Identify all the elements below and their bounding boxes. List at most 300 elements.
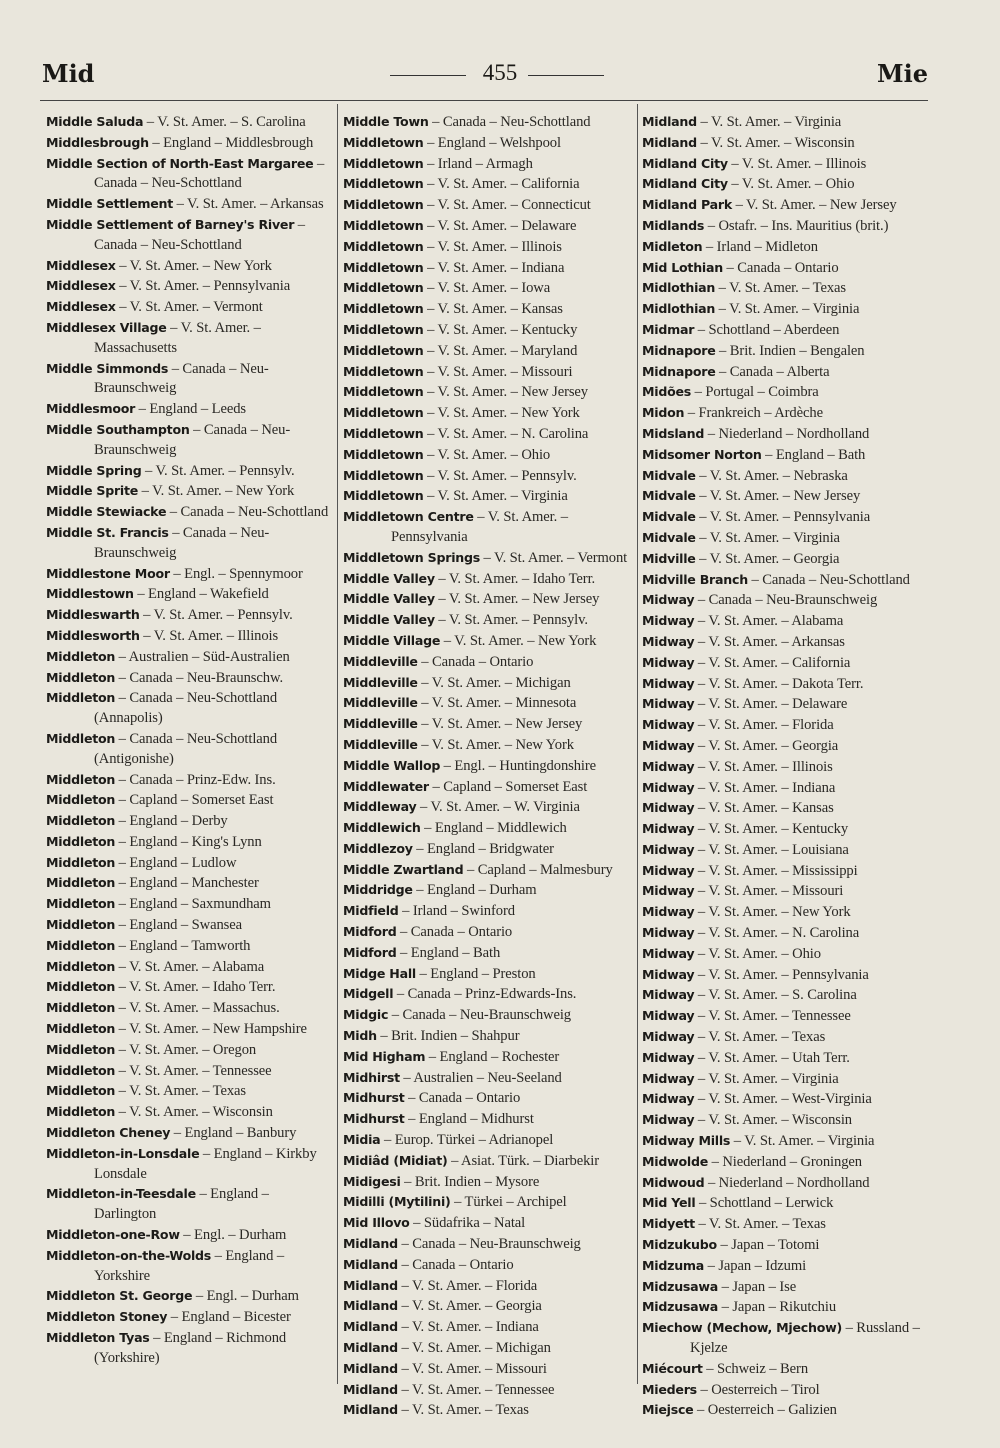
gazetteer-entry	[343, 589, 633, 610]
entry-location: – V. St. Amer. – Pennsylvania	[115, 278, 291, 295]
gazetteer-entry	[642, 881, 932, 902]
entry-place-name: Middlesex	[46, 299, 116, 315]
entry-location: – Canada – Neu-Schottland	[166, 504, 329, 521]
entry-location: – V. St. Amer. – Tennessee	[397, 1381, 555, 1398]
gazetteer-entry	[46, 894, 334, 915]
gazetteer-entry	[642, 1277, 932, 1298]
entry-place-name: Middleton	[46, 1083, 116, 1099]
entry-place-name: Middletown Springs	[343, 549, 480, 565]
entry-location: – England – Bridgwater	[412, 840, 554, 857]
gazetteer-entry	[642, 570, 932, 591]
entry-place-name: Middleton	[46, 648, 116, 664]
entry-place-name: Midway	[642, 800, 695, 816]
entry-location: – V. St. Amer. – N. Carolina	[423, 425, 589, 442]
entry-place-name: Midway	[642, 904, 695, 920]
entry-location: – V. St. Amer. – Texas	[694, 1029, 826, 1046]
entry-place-name: Middleton-on-the-Wolds	[46, 1247, 212, 1263]
entry-place-name: Midgell	[343, 986, 394, 1002]
entry-location: – Asiat. Türk. – Diarbekir	[447, 1152, 600, 1169]
entry-place-name: Middleville	[343, 674, 418, 690]
entry-location: – Canada – Prinz-Edwards-Ins.	[393, 986, 577, 1003]
entry-place-name: Mid Illovo	[343, 1215, 410, 1231]
entry-place-name: Middle Spring	[46, 462, 142, 478]
entry-location: – Australien – Neu-Seeland	[399, 1069, 562, 1086]
gazetteer-entry	[46, 1246, 334, 1287]
entry-place-name: Midway	[642, 925, 695, 941]
entry-place-name: Middletown	[343, 134, 424, 150]
column-divider	[637, 104, 638, 1384]
entry-place-name: Middleswarth	[46, 607, 140, 623]
gazetteer-entry	[642, 1359, 932, 1380]
entry-location: – Türkei – Archipel	[450, 1194, 567, 1211]
entry-location: – V. St. Amer. – New York	[115, 257, 272, 274]
entry-location: – V. St. Amer. – Virginia	[695, 529, 840, 546]
gazetteer-entry	[343, 133, 633, 154]
entry-place-name: Middleton Cheney	[46, 1125, 171, 1141]
entry-location: – Capland – Somerset East	[115, 792, 274, 809]
gazetteer-entry	[343, 756, 633, 777]
entry-place-name: Midge Hall	[343, 965, 416, 981]
gazetteer-entry	[343, 278, 633, 299]
entry-place-name: Middletown	[343, 467, 424, 483]
entry-location: – V. St. Amer. – Mississippi	[694, 862, 858, 879]
entry-place-name: Midland	[343, 1256, 398, 1272]
gazetteer-entry	[343, 382, 633, 403]
gazetteer-entry	[343, 112, 633, 133]
entry-location: – Niederland – Groningen	[708, 1153, 862, 1170]
entry-place-name: Midland	[343, 1319, 398, 1335]
entry-place-name: Midway	[642, 1029, 695, 1045]
entry-location: – V. St. Amer. – Pennsylvania	[694, 966, 869, 983]
gazetteer-entry	[46, 256, 334, 277]
gazetteer-entry	[642, 1048, 932, 1069]
gazetteer-entry	[343, 299, 633, 320]
entry-location: – V. St. Amer. – Alabama	[694, 613, 844, 630]
entry-place-name: Midford	[343, 944, 397, 960]
gazetteer-entry	[642, 174, 932, 195]
gazetteer-entry	[46, 318, 334, 359]
gazetteer-entry	[46, 133, 334, 154]
entry-place-name: Midiâd (Midiat)	[343, 1152, 448, 1168]
entry-location: – England – Banbury	[170, 1125, 297, 1142]
entry-place-name: Midlothian	[642, 280, 716, 296]
entry-location: – Canada – Neu-Schottland	[94, 155, 325, 192]
entry-place-name: Middleton Stoney	[46, 1309, 168, 1325]
entry-place-name: Midvale	[642, 529, 696, 545]
gazetteer-entry	[642, 549, 932, 570]
gazetteer-entry	[343, 507, 633, 548]
gazetteer-entry	[343, 1172, 633, 1193]
gazetteer-entry	[642, 424, 932, 445]
gazetteer-entry	[642, 278, 932, 299]
entry-place-name: Midville	[642, 550, 696, 566]
gazetteer-entry	[343, 569, 633, 590]
gazetteer-entry	[343, 424, 633, 445]
entry-place-name: Middleton-in-Teesdale	[46, 1186, 196, 1202]
entry-location: – V. St. Amer. – Georgia	[695, 550, 840, 567]
gazetteer-entry	[343, 610, 633, 631]
entry-location: – Canada – Ontario	[404, 1090, 521, 1107]
gazetteer-entry	[642, 1152, 932, 1173]
header-left-guide-word: Mid	[42, 59, 95, 88]
entry-location: – Canada – Neu-Schottland	[428, 114, 591, 130]
entry-place-name: Middletown	[343, 405, 424, 421]
gazetteer-entry	[343, 1047, 633, 1068]
entry-location: – V. St. Amer. – Pennsylvania	[695, 509, 871, 526]
gazetteer-entry	[343, 195, 633, 216]
entry-place-name: Middle Valley	[343, 591, 435, 607]
entry-place-name: Midway	[642, 883, 695, 899]
entry-location: – V. St. Amer. – Virginia	[730, 1133, 875, 1150]
gazetteer-entry	[642, 133, 932, 154]
entry-place-name: Middle Stewiacke	[46, 504, 167, 520]
entry-location: – V. St. Amer. – Michigan	[397, 1340, 551, 1357]
entry-location: – England – Bicester	[167, 1309, 291, 1326]
entry-place-name: Midway	[642, 737, 695, 753]
gazetteer-entry	[46, 215, 334, 256]
entry-place-name: Middletown	[343, 301, 424, 317]
page-header	[0, 55, 1000, 95]
entry-location: – V. St. Amer. – Missouri	[694, 883, 844, 900]
gazetteer-entry	[46, 523, 334, 564]
entry-place-name: Middlestone Moor	[46, 565, 170, 581]
gazetteer-entry	[46, 461, 334, 482]
entry-location: – V. St. Amer. – Texas	[715, 280, 846, 297]
entry-location: – V. St. Amer. – New York	[694, 904, 851, 921]
entry-place-name: Midwoud	[642, 1174, 705, 1190]
gazetteer-entry	[642, 674, 932, 695]
gazetteer-entry	[46, 154, 334, 195]
entry-location: – England – Middlesbrough	[148, 134, 314, 151]
gazetteer-entry	[642, 944, 932, 965]
entry-location: – V. St. Amer. – Delaware	[694, 696, 848, 713]
gazetteer-entry	[642, 216, 932, 237]
entry-location: – Brit. Indien – Mysore	[400, 1173, 540, 1190]
gazetteer-entry	[343, 901, 633, 922]
entry-location: – Canada – Ontario	[417, 653, 534, 670]
gazetteer-entry	[46, 297, 334, 318]
entry-place-name: Midia	[343, 1132, 381, 1148]
entry-place-name: Midway	[642, 633, 695, 649]
gazetteer-entry	[46, 1061, 334, 1082]
gazetteer-entry	[343, 839, 633, 860]
entry-location: – England – Rochester	[425, 1048, 560, 1065]
gazetteer-entry	[46, 584, 334, 605]
gazetteer-entry	[46, 1081, 334, 1102]
gazetteer-entry	[46, 1019, 334, 1040]
entry-location: – V. St. Amer. – Georgia	[397, 1298, 542, 1315]
entry-place-name: Midway	[642, 758, 695, 774]
gazetteer-entry	[343, 1296, 633, 1317]
entry-location: – V. St. Amer. – New York	[138, 483, 295, 500]
entry-place-name: Middletown	[343, 280, 424, 296]
entry-place-name: Midon	[642, 405, 685, 421]
entry-place-name: Midzukubo	[642, 1237, 717, 1253]
entry-location: – V. St. Amer. – Illinois	[139, 627, 279, 644]
gazetteer-entry	[343, 258, 633, 279]
gazetteer-entry	[46, 668, 334, 689]
entry-place-name: Midigesi	[343, 1173, 401, 1189]
entry-place-name: Middle Town	[343, 114, 429, 129]
entry-location: – England – Manchester	[115, 875, 259, 892]
entry-location: – Frankreich – Ardèche	[684, 405, 823, 422]
entry-place-name: Middletown	[343, 446, 424, 462]
entry-place-name: Mid Higham	[343, 1048, 426, 1064]
entry-place-name: Middleton	[46, 875, 116, 891]
entry-location: – V. St. Amer. – Virginia	[715, 301, 860, 318]
gazetteer-entry	[642, 1027, 932, 1048]
gazetteer-entry	[46, 1040, 334, 1061]
gazetteer-entry	[46, 194, 334, 215]
entry-location: – V. St. Amer. – Wisconsin	[696, 134, 855, 151]
entry-place-name: Middle Section of North-East Margaree	[46, 155, 314, 171]
entry-place-name: Middle Sprite	[46, 483, 139, 499]
entry-location: – V. St. Amer. – Indiana	[423, 259, 565, 276]
gazetteer-entry	[642, 611, 932, 632]
entry-place-name: Middletown Centre	[343, 509, 474, 525]
entry-location: – V. St. Amer. – Louisiana	[694, 841, 849, 858]
entry-place-name: Middletown	[343, 425, 424, 441]
entry-place-name: Middlestown	[46, 586, 134, 602]
entry-place-name: Middleton	[46, 813, 116, 829]
entry-location: – Irland – Swinford	[398, 903, 515, 920]
entry-location: – Capland – Malmesbury	[463, 861, 613, 878]
entry-place-name: Midland	[343, 1381, 398, 1397]
entry-place-name: Middleton St. George	[46, 1288, 193, 1304]
gazetteer-entry	[343, 964, 633, 985]
gazetteer-entry	[642, 757, 932, 778]
entry-location: – V. St. Amer. – Missouri	[397, 1360, 547, 1377]
entry-place-name: Midway	[642, 675, 695, 691]
gazetteer-entry	[343, 1130, 633, 1151]
gazetteer-entry	[343, 1088, 633, 1109]
entry-place-name: Midland	[343, 1277, 398, 1293]
entry-place-name: Middleton	[46, 730, 116, 746]
entry-location: – V. St. Amer. – Tennessee	[115, 1062, 272, 1079]
gazetteer-entry	[46, 998, 334, 1019]
gazetteer-entry	[642, 1235, 932, 1256]
entry-location: – Japan – Ise	[718, 1278, 797, 1295]
entry-place-name: Midway	[642, 1091, 695, 1107]
entry-place-name: Middleton	[46, 854, 116, 870]
entry-location: – V. St. Amer. – Texas	[115, 1083, 246, 1100]
entry-place-name: Middleville	[343, 653, 418, 669]
entry-place-name: Middlewater	[343, 778, 429, 794]
gazetteer-entry	[343, 1068, 633, 1089]
column-divider	[337, 104, 338, 1384]
entry-place-name: Middleton-one-Row	[46, 1227, 180, 1243]
entry-place-name: Middle Valley	[343, 570, 435, 586]
entry-location: – V. St. Amer. – Iowa	[423, 280, 551, 297]
entry-location: – V. St. Amer. – Minnesota	[417, 695, 577, 712]
entry-place-name: Midway	[642, 987, 695, 1003]
entry-location: – V. St. Amer. – Delaware	[423, 217, 577, 234]
entry-place-name: Midmar	[642, 321, 695, 337]
entry-location: – Brit. Indien – Bengalen	[715, 342, 865, 359]
entry-place-name: Mieders	[642, 1381, 697, 1397]
entry-location: – Australien – Süd-Australien	[115, 648, 290, 665]
gazetteer-entry	[343, 1380, 633, 1401]
entry-location: – Canada – Alberta	[715, 363, 830, 380]
gazetteer-entry	[642, 528, 932, 549]
gazetteer-entry	[343, 362, 633, 383]
entry-place-name: Middridge	[343, 882, 413, 898]
entry-location: – Irland – Midleton	[702, 238, 818, 255]
entry-location: – England – Derby	[115, 813, 228, 830]
entry-place-name: Middleville	[343, 736, 418, 752]
entry-location: – V. St. Amer. – S. Carolina	[143, 114, 306, 130]
entry-place-name: Midway	[642, 1070, 695, 1086]
entry-location: – V. St. Amer. – Connecticut	[423, 197, 591, 214]
entry-place-name: Middleton	[46, 917, 116, 933]
entry-location: – Engl. – Spennymoor	[169, 565, 303, 582]
entry-place-name: Midway	[642, 613, 695, 629]
entry-location: – V. St. Amer. – Pennsylv.	[141, 462, 295, 479]
entry-location: – V. St. Amer. – Wisconsin	[115, 1104, 273, 1121]
gazetteer-entry	[343, 777, 633, 798]
entry-place-name: Middle Village	[343, 632, 441, 648]
entry-place-name: Middletown	[343, 384, 424, 400]
gazetteer-entry	[343, 735, 633, 756]
entry-location: – V. St. Amer. – Wisconsin	[694, 1112, 853, 1129]
gazetteer-entry	[642, 1131, 932, 1152]
gazetteer-entry	[642, 1380, 932, 1401]
entry-place-name: Midland	[343, 1402, 398, 1418]
gazetteer-entry	[642, 466, 932, 487]
gazetteer-entry	[46, 1102, 334, 1123]
gazetteer-entry	[642, 112, 932, 133]
gazetteer-entry	[343, 445, 633, 466]
entry-location: – V. St. Amer. – Pennsylv.	[139, 607, 293, 624]
entry-place-name: Midway	[642, 1049, 695, 1065]
gazetteer-entry	[642, 590, 932, 611]
entry-place-name: Middletown	[343, 238, 424, 254]
column-2	[343, 112, 633, 1421]
entry-place-name: Middleton	[46, 896, 116, 912]
header-rule	[40, 100, 928, 101]
entry-location: – V. St. Amer. – New Jersey	[423, 384, 589, 401]
gazetteer-entry	[343, 1400, 633, 1421]
entry-place-name: Midfield	[343, 903, 399, 919]
entry-location: – V. St. Amer. – Arkansas	[173, 196, 324, 213]
entry-location: – V. St. Amer. – Missouri	[423, 363, 573, 380]
gazetteer-entry	[642, 1400, 932, 1421]
gazetteer-entry	[46, 359, 334, 400]
gazetteer-entry	[46, 112, 334, 133]
entry-place-name: Middletown	[343, 176, 424, 192]
entry-location: – V. St. Amer. – Michigan	[417, 674, 571, 691]
gazetteer-entry	[46, 873, 334, 894]
entry-place-name: Middleton	[46, 958, 116, 974]
entry-location: – V. St. Amer. – Kentucky	[694, 821, 849, 838]
entry-location: – England – Leeds	[135, 401, 246, 418]
entry-location: – Canada – Neu-Braunschweig	[388, 1007, 571, 1024]
gazetteer-entry	[343, 922, 633, 943]
entry-location: – V. St. Amer. – Virginia	[694, 1070, 839, 1087]
entry-place-name: Middletown	[343, 488, 424, 504]
entry-location: – V. St. Amer. – Illinois	[694, 758, 833, 775]
entry-location: – England – Bath	[761, 446, 866, 463]
entry-place-name: Middletown	[343, 259, 424, 275]
entry-location: – V. St. Amer. – New York	[423, 405, 580, 422]
entry-location: – V. St. Amer. – Texas	[397, 1402, 529, 1419]
entry-place-name: Miécourt	[642, 1360, 703, 1376]
gazetteer-entry	[642, 258, 932, 279]
entry-location: – Niederland – Nordholland	[704, 1174, 870, 1191]
entry-location: – Japan – Idzumi	[704, 1257, 807, 1274]
entry-place-name: Mid Lothian	[642, 259, 723, 275]
entry-place-name: Midland	[642, 134, 697, 150]
entry-location: – Südafrika – Natal	[409, 1215, 526, 1232]
entry-location: – V. St. Amer. – Nebraska	[695, 467, 848, 484]
entry-location: – V. St. Amer. – Ohio	[423, 446, 551, 463]
gazetteer-entry	[46, 276, 334, 297]
gazetteer-entry	[642, 923, 932, 944]
entry-place-name: Middlesex	[46, 278, 116, 294]
entry-location: – England – Darlington	[94, 1186, 269, 1223]
entry-location: – Russland – Kjelze	[690, 1320, 920, 1357]
entry-place-name: Midhurst	[343, 1090, 405, 1106]
entry-location: – Canada – Neu-Braunschweig	[94, 360, 269, 397]
header-dash-right	[528, 75, 604, 76]
entry-place-name: Middleton	[46, 1104, 116, 1120]
entry-place-name: Midland City	[642, 155, 728, 171]
gazetteer-entry	[642, 840, 932, 861]
entry-place-name: Midsomer Norton	[642, 446, 762, 462]
entry-location: – England – Durham	[412, 882, 537, 899]
entry-place-name: Middleton	[46, 937, 116, 953]
entry-location: – England – Tamworth	[115, 937, 251, 954]
gazetteer-entry	[343, 237, 633, 258]
entry-place-name: Middleway	[343, 799, 417, 815]
entry-place-name: Middleville	[343, 695, 418, 711]
gazetteer-entry	[642, 341, 932, 362]
entry-place-name: Middletown	[343, 342, 424, 358]
entry-location: – Japan – Rikutchiu	[718, 1299, 837, 1316]
entry-place-name: Midwolde	[642, 1153, 709, 1169]
gazetteer-entry	[343, 486, 633, 507]
gazetteer-entry	[642, 653, 932, 674]
entry-place-name: Midway	[642, 821, 695, 837]
gazetteer-entry	[46, 811, 334, 832]
gazetteer-entry	[46, 1144, 334, 1185]
entry-place-name: Midway Mills	[642, 1133, 731, 1149]
entry-place-name: Middletown	[343, 217, 424, 233]
entry-place-name: Middlesworth	[46, 627, 140, 643]
entry-place-name: Midlothian	[642, 301, 716, 317]
entry-place-name: Midnapore	[642, 342, 716, 358]
entry-location: – Canada – Neu-Schottland	[747, 571, 910, 588]
entry-place-name: Middletown	[343, 363, 424, 379]
gazetteer-entry	[642, 1256, 932, 1277]
entry-place-name: Midway	[642, 654, 695, 670]
gazetteer-entry	[46, 688, 334, 729]
entry-location: – England – Midhurst	[404, 1111, 534, 1128]
entry-place-name: Middleton Tyas	[46, 1330, 150, 1346]
entry-place-name: Midway	[642, 717, 695, 733]
entry-location: – Portugal – Coimbra	[691, 384, 819, 401]
entry-place-name: Midway	[642, 862, 695, 878]
entry-location: – V. St. Amer. – Ohio	[694, 945, 821, 962]
gazetteer-entry	[642, 715, 932, 736]
gazetteer-entry	[343, 403, 633, 424]
entry-place-name: Midh	[343, 1028, 377, 1044]
entry-location: – V. St. Amer. – Ohio	[727, 176, 855, 193]
entry-location: – Oesterreich – Galizien	[693, 1402, 837, 1419]
entry-location: – V. St. Amer. – California	[423, 176, 580, 193]
entry-place-name: Middle Wallop	[343, 757, 441, 773]
entry-location: – Canada – Neu-Braunschweig	[94, 524, 270, 561]
